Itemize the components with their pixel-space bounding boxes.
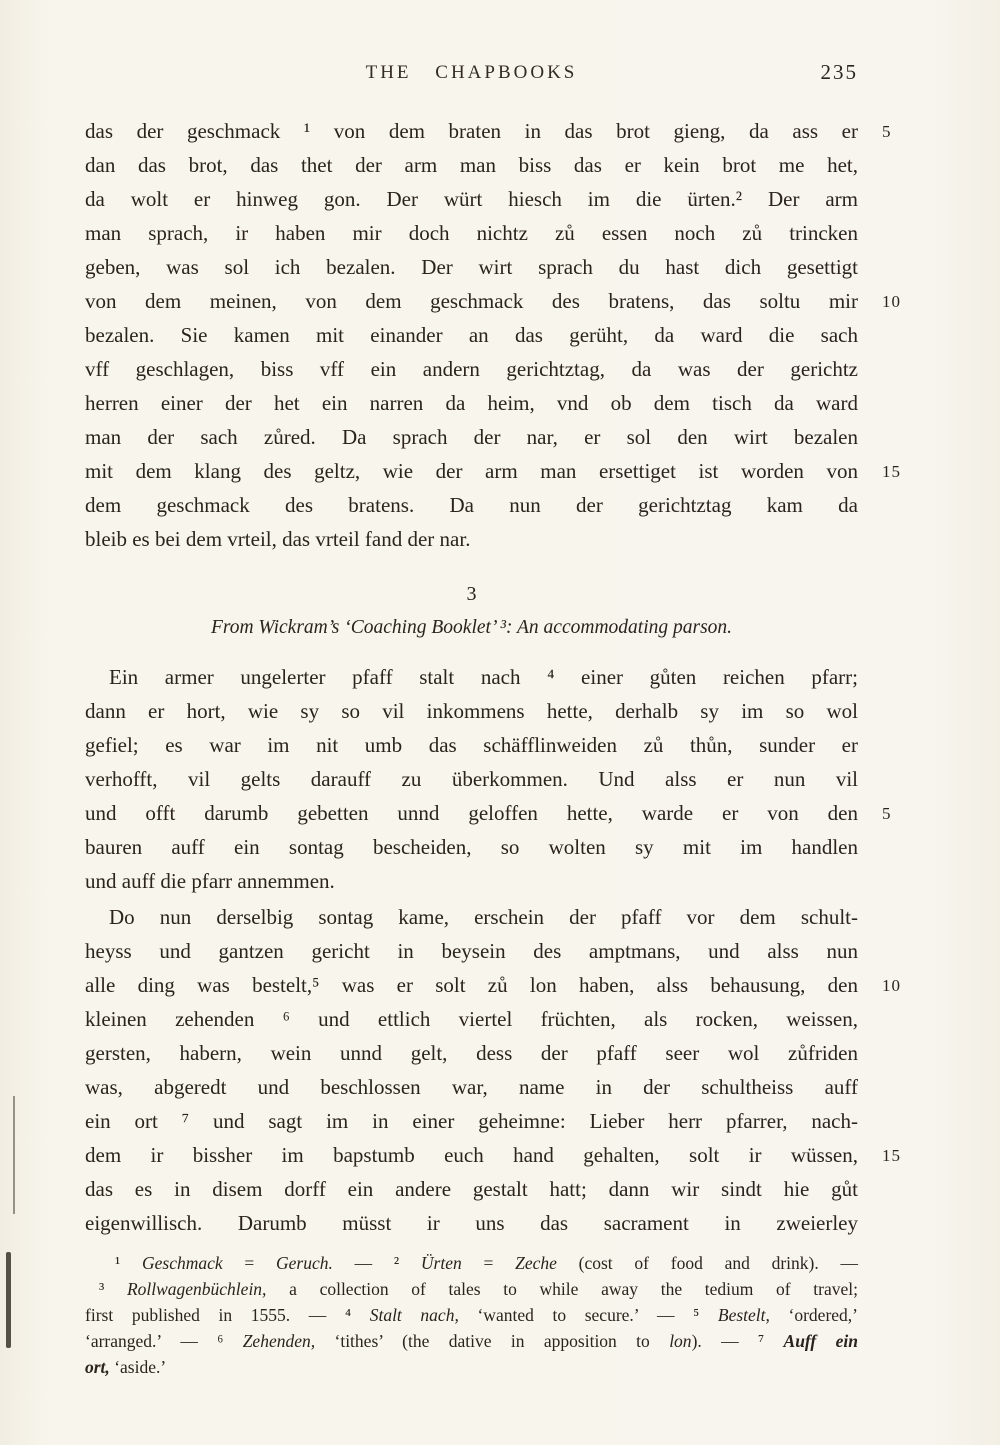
footnote-text: (cost of food and drink). — <box>556 1253 858 1273</box>
text-line <box>85 1276 858 1302</box>
margin-line-number: 15 <box>882 1146 901 1165</box>
footnote-term: Rollwagenbüchlein, <box>126 1279 267 1299</box>
footnote-text: ‘ordered,’ <box>769 1305 858 1325</box>
footnotes <box>85 1250 858 1380</box>
footnote-text: a collection of tales to while away the tedium of travel; <box>266 1279 859 1299</box>
footnote-text: ‘arranged.’ — ⁶ <box>85 1331 243 1351</box>
footnote-term: Auff ein <box>783 1331 859 1351</box>
paragraph-2 <box>85 660 892 898</box>
text-line <box>85 1354 858 1380</box>
text-line: heyss und gantzen gericht in beysein des amptmans, und alss nun <box>85 939 858 963</box>
text-line: bezalen. Sie kamen mit einander an das gerüht, da ward die sach <box>85 323 858 347</box>
text-line: von dem meinen, von dem geschmack des bratens, das soltu mir 10 <box>85 284 858 318</box>
footnote-text: ¹ <box>115 1253 142 1273</box>
margin-line-number: 10 <box>882 292 901 311</box>
paragraph-continuation <box>85 114 901 556</box>
margin-line-number: 10 <box>882 976 901 995</box>
text-line: dan das brot, das thet der arm man biss das er kein brot me het, <box>85 153 858 177</box>
text-line: kleinen zehenden ⁶ und ettlich viertel früchten, als rocken, weissen, <box>85 1007 858 1031</box>
text-line: was, abgeredt und beschlossen war, name in der schultheiss auff <box>85 1075 858 1099</box>
footnote-term: Bestelt, <box>717 1305 770 1325</box>
text-line: dann er hort, wie sy so vil inkommens hette, derhalb sy im so wol <box>85 699 858 723</box>
footnote-term: lon <box>669 1331 692 1351</box>
footnote-text: ³ <box>99 1279 127 1299</box>
text-line: gefiel; es war im nit umb das schäfflinweiden zů thůn, sunder er <box>85 733 858 757</box>
scan-artifact <box>13 1096 15 1214</box>
text-line: alle ding was bestelt,⁵ was er solt zů lon haben, alss behausung, den 10 <box>85 968 858 1002</box>
footnote-text: ‘wanted to secure.’ — ⁵ <box>458 1305 718 1325</box>
footnote-term: Zehenden, <box>242 1331 316 1351</box>
footnote-term: Zeche <box>515 1253 557 1273</box>
text-line: man der sach zůred. Da sprach der nar, er sol den wirt bezalen <box>85 425 858 449</box>
text-line <box>85 1302 858 1328</box>
text-line: mit dem klang des geltz, wie der arm man ersettiget ist worden von 15 <box>85 454 858 488</box>
scan-artifact <box>6 1252 11 1348</box>
text-line: bleib es bei dem vrteil, das vrteil fand der nar. <box>85 527 471 551</box>
text-line: bauren auff ein sontag bescheiden, so wolten sy mit im handlen <box>85 835 858 859</box>
text-line: das der geschmack ¹ von dem braten in das brot gieng, da ass er 5 <box>85 114 858 148</box>
footnote-term: Stalt nach, <box>369 1305 459 1325</box>
paragraph-3 <box>85 900 901 1240</box>
footnote-text: ‘tithes’ (the dative in apposition to <box>315 1331 670 1351</box>
text-line: Ein armer ungelerter pfaff stalt nach ⁴ einer gůten reichen pfarr; <box>109 665 858 689</box>
footnote-text: — ² <box>332 1253 421 1273</box>
text-line: dem geschmack des bratens. Da nun der gerichtztag kam da <box>85 493 858 517</box>
footnote-text: ). — ⁷ <box>691 1331 784 1351</box>
running-title: THE CHAPBOOKS <box>365 62 578 83</box>
text-line: geben, was sol ich bezalen. Der wirt sprach du hast dich gesettigt <box>85 255 858 279</box>
text-line: und offt darumb gebetten unnd geloffen hette, warde er von den 5 <box>85 796 858 830</box>
text-line <box>85 1250 858 1276</box>
margin-line-number: 15 <box>882 462 901 481</box>
margin-line-number: 5 <box>882 122 892 141</box>
text-line: da wolt er hinweg gon. Der würt hiesch im die ürten.² Der arm <box>85 187 858 211</box>
text-line: eigenwillisch. Darumb müsst ir uns das sacrament in zweierley <box>85 1211 858 1235</box>
text-line: Do nun derselbig sontag kame, erschein der pfaff vor dem schult- <box>109 905 858 929</box>
page-header <box>85 62 858 86</box>
footnote-term: Geruch. <box>276 1253 333 1273</box>
footnote-text: = <box>222 1253 277 1273</box>
footnote-text: = <box>461 1253 516 1273</box>
text-line: das es in disem dorff ein andere gestalt hatt; dann wir sindt hie gůt <box>85 1177 858 1201</box>
text-line: dem ir bissher im bapstumb euch hand gehalten, solt ir wüssen, 15 <box>85 1138 858 1172</box>
text-line: vff geschlagen, biss vff ein andern gerichtztag, da was der gerichtz <box>85 357 858 381</box>
section-heading: From Wickram’s ‘Coaching Booklet’ ³: An accommodating parson. <box>210 617 733 638</box>
text-line: herren einer der het ein narren da heim, vnd ob dem tisch da ward <box>85 391 858 415</box>
footnote-term: Ürten <box>420 1253 462 1273</box>
text-line: gersten, habern, wein unnd gelt, dess der pfaff seer wol zůfriden <box>85 1041 858 1065</box>
footnote-term: ort, <box>85 1357 110 1377</box>
footnote-term: Geschmack <box>142 1253 223 1273</box>
text-line: man sprach, ir haben mir doch nichtz zů essen noch zů trincken <box>85 221 858 245</box>
text-line: und auff die pfarr annemmen. <box>85 869 335 893</box>
text-line: ein ort ⁷ und sagt im in einer geheimne: Lieber herr pfarrer, nach- <box>85 1109 858 1133</box>
page-number: 235 <box>820 60 858 84</box>
section-number: 3 <box>466 583 477 605</box>
text-line: verhofft, vil gelts darauff zu überkommen. Und alss er nun vil <box>85 767 858 791</box>
footnote-text: first published in 1555. — ⁴ <box>85 1305 370 1325</box>
footnote-text: ‘aside.’ <box>109 1357 167 1377</box>
text-line <box>85 1328 858 1354</box>
margin-line-number: 5 <box>882 804 892 823</box>
body-text <box>85 114 901 1380</box>
